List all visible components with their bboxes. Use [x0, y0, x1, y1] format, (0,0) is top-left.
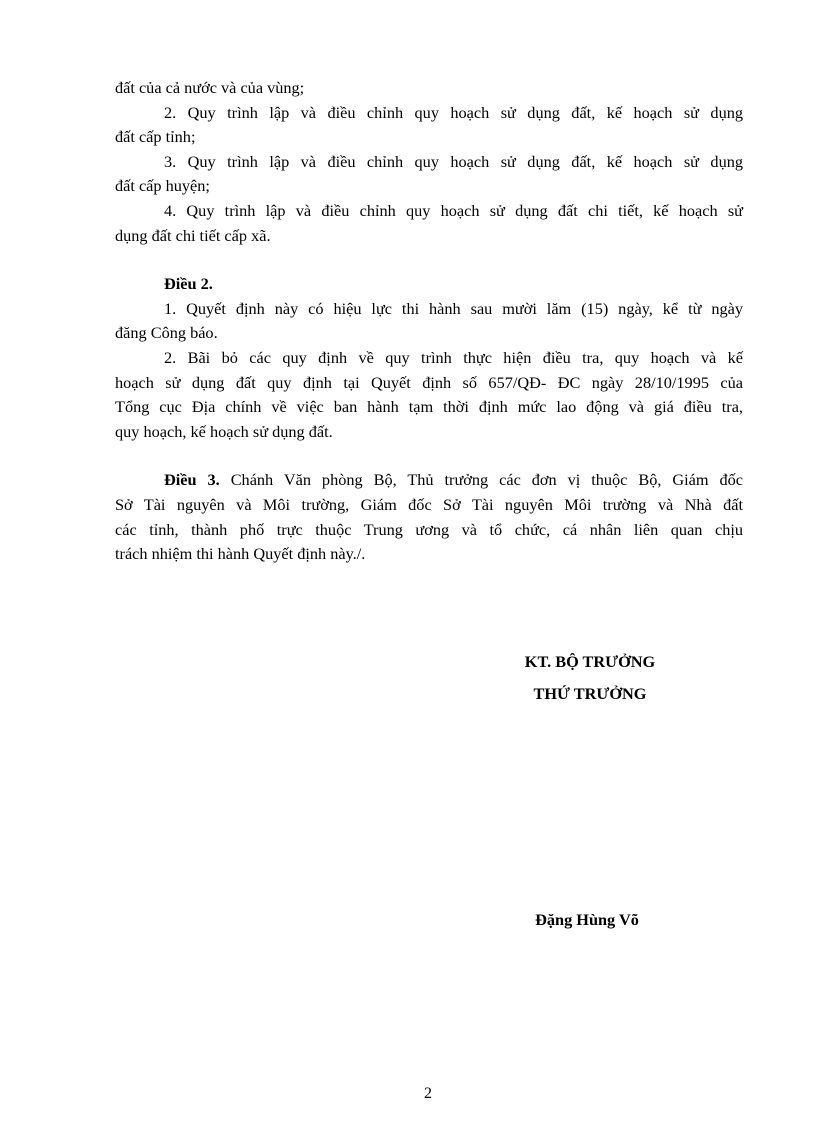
article-2-p2-line-4: quy hoạch, kế hoạch sử dụng đất.	[115, 421, 333, 441]
signature-title-2: THỨ TRƯỞNG	[533, 684, 647, 703]
article-2-p2-line-2: hoạch sử dụng đất quy định tại Quyết định số 657/QĐ- ĐC ngày 28/10/1995 của	[115, 372, 743, 392]
article-2-p1-line-2: đăng Công báo.	[115, 323, 218, 343]
article-3-line-2: Sở Tài nguyên và Môi trường, Giám đốc Sở Tài nguyên Môi trường và Nhà đất	[115, 494, 743, 514]
document-body	[115, 76, 743, 567]
article-2-p1-line-1: 1. Quyết định này có hiệu lực thi hành sau mười lăm (15) ngày, kể từ ngày	[164, 298, 743, 318]
article-2-p2-line-3: Tổng cục Địa chính về việc ban hành tạm thời định mức lao động và giá điều tra,	[115, 397, 743, 417]
item-4-line-2: dụng đất chi tiết cấp xã.	[115, 225, 271, 245]
signature-title-1: KT. BỘ TRƯỞNG	[524, 652, 656, 671]
item-3-line-1: 3. Quy trình lập và điều chỉnh quy hoạch sử dụng đất, kế hoạch sử dụng	[164, 151, 743, 171]
article-3-line-3: các tỉnh, thành phố trực thuộc Trung ương và tổ chức, cá nhân liên quan chịu	[115, 519, 743, 539]
item-4-line-1: 4. Quy trình lập và điều chỉnh quy hoạch sử dụng đất chi tiết, kế hoạch sử	[164, 200, 743, 220]
signer-name: Đặng Hùng Võ	[535, 910, 639, 929]
item-3-line-2: đất cấp huyện;	[115, 176, 210, 196]
continuation-line: đất của cả nước và của vùng;	[115, 78, 305, 97]
item-2-line-1: 2. Quy trình lập và điều chỉnh quy hoạch sử dụng đất, kế hoạch sử dụng	[164, 102, 743, 122]
article-3-line-1	[115, 468, 743, 493]
article-2-title: Điều 2.	[164, 274, 213, 294]
article-3-line-4: trách nhiệm thi hành Quyết định này./.	[115, 544, 366, 564]
item-2-line-2: đất cấp tỉnh;	[115, 127, 196, 147]
article-2-p2-line-1: 2. Bãi bỏ các quy định về quy trình thực hiện điều tra, quy hoạch và kế	[164, 347, 743, 367]
article-3-title: Điều 3.	[164, 470, 220, 490]
page-number: 2	[424, 1085, 432, 1102]
article-3-line-1-text: Chánh Văn phòng Bộ, Thủ trưởng các đơn vị thuộc Bộ, Giám đốc	[219, 470, 743, 490]
